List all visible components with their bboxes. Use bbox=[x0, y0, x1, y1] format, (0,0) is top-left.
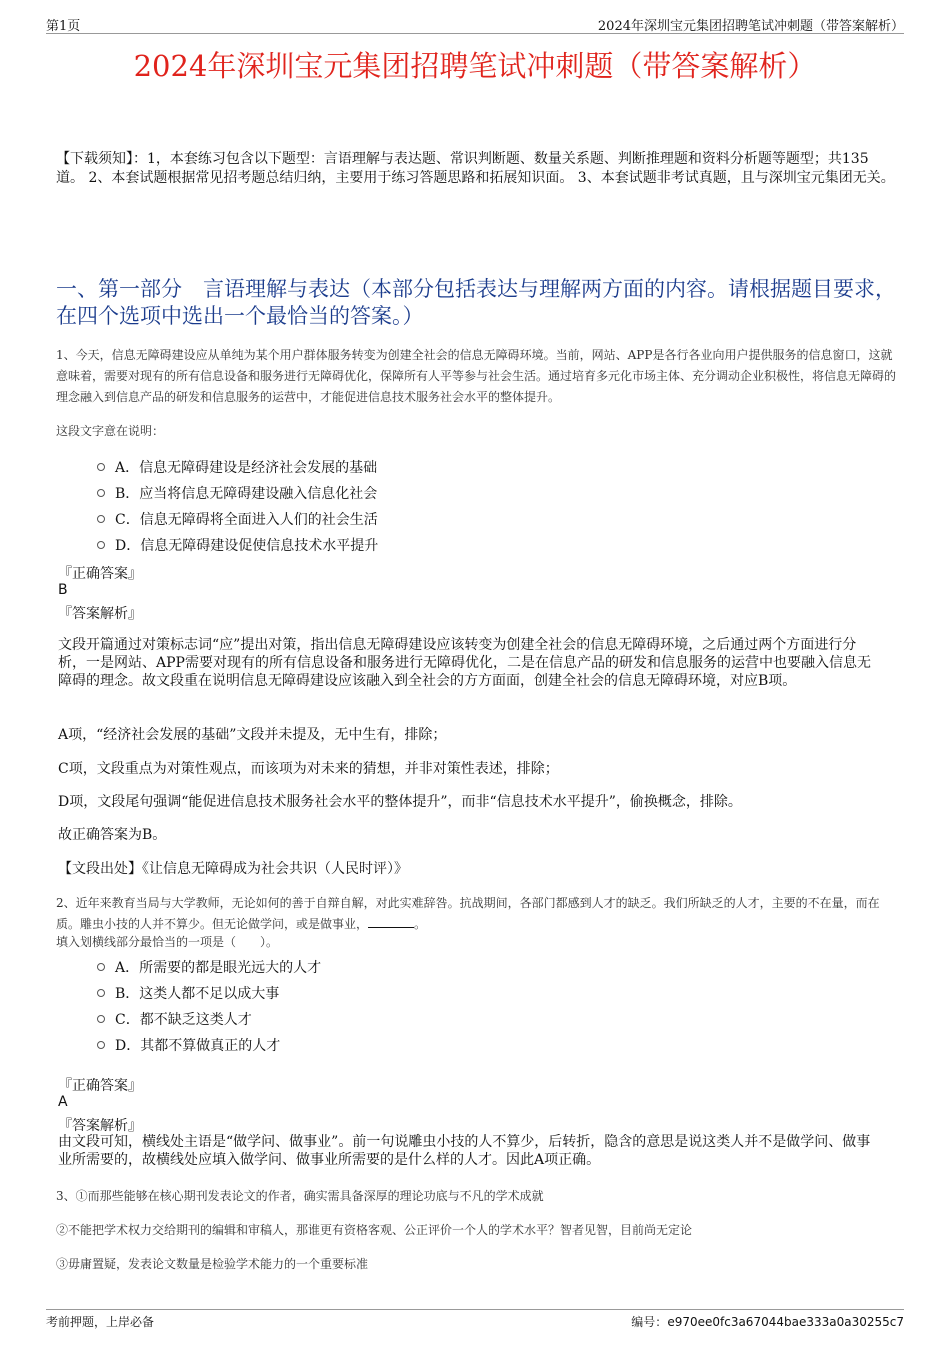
footer-code-value: e970ee0fc3a67044bae333a0a30255c7 bbox=[667, 1315, 904, 1329]
q2-option-c-label: C．都不缺乏这类人才 bbox=[115, 1012, 252, 1028]
footer-divider bbox=[46, 1309, 904, 1310]
page-title: 2024年深圳宝元集团招聘笔试冲刺题（带答案解析） bbox=[133, 49, 817, 83]
radio-icon[interactable] bbox=[97, 1041, 105, 1049]
q1-answer: B bbox=[58, 582, 68, 598]
q2-prompt: 填入划横线部分最恰当的一项是（ ）。 bbox=[56, 935, 279, 949]
q2-option-a-label: A．所需要的都是眼光远大的人才 bbox=[115, 960, 322, 976]
q2-option-b[interactable] bbox=[97, 983, 279, 1003]
q2-option-b-label: B．这类人都不足以成大事 bbox=[115, 986, 280, 1002]
q3-line-1: 3、①而那些能够在核心期刊发表论文的作者，确实需具备深厚的理论功底与不凡的学术成就 bbox=[56, 1189, 544, 1203]
radio-icon[interactable] bbox=[97, 463, 105, 471]
q1-note-a: A项，“经济社会发展的基础”文段并未提及，无中生有，排除； bbox=[58, 727, 447, 743]
download-notice: 【下载须知】：1，本套练习包含以下题型：言语理解与表达题、常识判断题、数量关系题、判断推理题和资料分析题等题型；共135道。 2、本套试题根据常见招考题总结归纳，主要用于练习答题思路和拓展知识面。 3、本套试题非考试真题，且与深圳宝元集团无关。 bbox=[56, 151, 895, 186]
q1-option-c[interactable] bbox=[97, 509, 378, 529]
q2-option-c[interactable] bbox=[97, 1009, 252, 1029]
q3-line-2: ②不能把学术权力交给期刊的编辑和审稿人，那谁更有资格客观、公正评价一个人的学术水平？智者见智，目前尚无定论 bbox=[56, 1223, 693, 1237]
q1-note-c: C项，文段重点为对策性观点，而该项为对未来的猜想，并非对策性表述，排除； bbox=[58, 761, 559, 777]
q2-blank bbox=[368, 915, 414, 928]
q2-answer: A bbox=[58, 1094, 68, 1110]
radio-icon[interactable] bbox=[97, 989, 105, 997]
q2-option-d[interactable] bbox=[97, 1035, 280, 1055]
q2-stem-text: 2、近年来教育当局与大学教师，无论如何的善于自辩自解，对此实难辞咎。抗战期间，各部门都感到人才的缺乏。我们所缺乏的人才，主要的不在量，而在质。雕虫小技的人并不算少。但无论做学问，或是做事业， bbox=[56, 896, 880, 931]
q1-prompt: 这段文字意在说明： bbox=[56, 424, 165, 438]
radio-icon[interactable] bbox=[97, 1015, 105, 1023]
q1-conclusion: 故正确答案为B。 bbox=[58, 827, 167, 843]
q2-option-d-label: D．其都不算做真正的人才 bbox=[115, 1038, 281, 1054]
q1-option-d-label: D．信息无障碍建设促使信息技术水平提升 bbox=[115, 538, 379, 554]
q1-option-c-label: C．信息无障碍将全面进入人们的社会生活 bbox=[115, 512, 378, 528]
page-number: 第1页 bbox=[46, 19, 81, 34]
q1-stem: 1、今天，信息无障碍建设应从单纯为某个用户群体服务转变为创建全社会的信息无障碍环境。当前，网站、APP是各行各业向用户提供服务的信息窗口，这就意味着，需要对现有的所有信息设备和服务进行无障碍优化，保障所有人平等参与社会生活。通过培育多元化市场主体、充分调动企业积极性，将信息无障碍的理念融入到信息产品的研发和信息服务的运营中，才能促进信息技术服务社会水平的整体提升。 bbox=[56, 348, 897, 404]
footer-code-label: 编号： bbox=[631, 1315, 668, 1329]
footer-code bbox=[631, 1313, 904, 1330]
footer-slogan: 考前押题，上岸必备 bbox=[46, 1315, 155, 1329]
q1-option-d[interactable] bbox=[97, 535, 378, 555]
q2-stem-end: 。 bbox=[414, 917, 427, 931]
q2-analysis: 由文段可知，横线处主语是“做学问、做事业”。前一句说雕虫小技的人不算少，后转折，隐含的意思是说这类人并不是做学问、做事业所需要的，故横线处应填入做学问、做事业所需要的是什么样的人才。因此A项正确。 bbox=[58, 1134, 871, 1168]
radio-icon[interactable] bbox=[97, 489, 105, 497]
q1-note-d: D项，文段尾句强调“能促进信息技术服务社会水平的整体提升”，而非“信息技术水平提升”，偷换概念，排除。 bbox=[58, 794, 742, 810]
q1-option-a-label: A．信息无障碍建设是经济社会发展的基础 bbox=[115, 460, 378, 476]
header-divider bbox=[46, 33, 904, 34]
q3-line-3: ③毋庸置疑，发表论文数量是检验学术能力的一个重要标准 bbox=[56, 1257, 369, 1271]
section-heading: 一、第一部分 言语理解与表达（本部分包括表达与理解两方面的内容。请根据题目要求，在四个选项中选出一个最恰当的答案。） bbox=[56, 277, 896, 328]
q1-option-b[interactable] bbox=[97, 483, 377, 503]
radio-icon[interactable] bbox=[97, 541, 105, 549]
q1-analysis-label: 『答案解析』 bbox=[58, 606, 142, 622]
q2-option-a[interactable] bbox=[97, 957, 321, 977]
header-doc-title: 2024年深圳宝元集团招聘笔试冲刺题（带答案解析） bbox=[597, 19, 904, 34]
q2-stem bbox=[56, 893, 898, 935]
q1-option-b-label: B．应当将信息无障碍建设融入信息化社会 bbox=[115, 486, 378, 502]
q2-answer-label: 『正确答案』 bbox=[58, 1078, 142, 1094]
q1-answer-label: 『正确答案』 bbox=[58, 566, 142, 582]
q1-option-a[interactable] bbox=[97, 457, 377, 477]
q2-analysis-label: 『答案解析』 bbox=[58, 1118, 142, 1134]
q1-source: 【文段出处】《让信息无障碍成为社会共识（人民时评）》 bbox=[58, 861, 408, 877]
radio-icon[interactable] bbox=[97, 963, 105, 971]
radio-icon[interactable] bbox=[97, 515, 105, 523]
q1-analysis: 文段开篇通过对策标志词“应”提出对策，指出信息无障碍建设应该转变为创建全社会的信息无障碍环境，之后通过两个方面进行分析，一是网站、APP需要对现有的所有信息设备和服务进行无障碍优化，二是在信息产品的研发和信息服务的运营中也要融入信息无障碍的理念。故文段重在说明信息无障碍建设应该融入到全社会的方方面面，创建全社会的信息无障碍环境，对应B项。 bbox=[58, 637, 871, 689]
